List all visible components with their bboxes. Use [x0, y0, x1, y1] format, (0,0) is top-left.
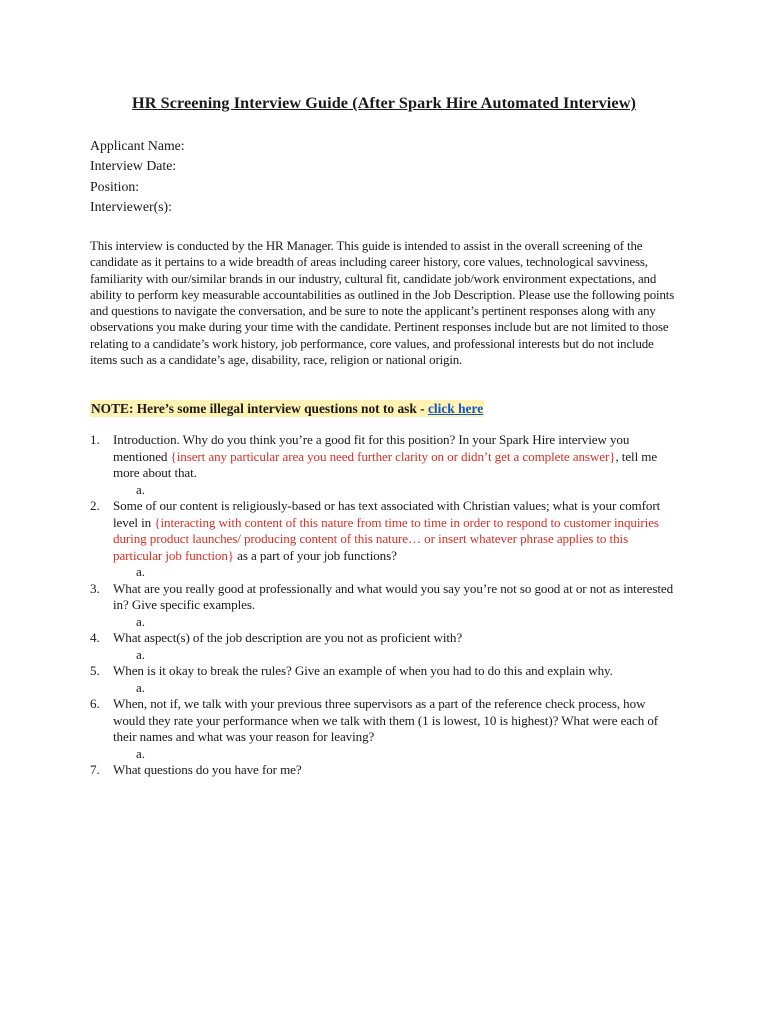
question-text-end: as a part of your job functions? — [233, 547, 397, 563]
question-number: 1. — [90, 432, 100, 447]
answer-slot: a. — [136, 613, 145, 629]
page-title: HR Screening Interview Guide (After Spark Hire Automated Interview) — [132, 94, 636, 112]
interviewers-label: Interviewer(s): — [90, 198, 172, 214]
intro-paragraph: This interview is conducted by the HR Manager. This guide is intended to assist in the overall screening of the candidate as it pertains to a wide breadth of areas including career history, core values, technological savviness, familiarity with our/similar brands in our industry, cultural fit, candidate job/work environment expectations, and ability to perform key measurable accountabilities as outlined in the Job Description. Please use the following points and questions to navigate the conversation, and be sure to note the applicant’s pertinent responses along with any observations you make during your time with the candidate. Pertinent responses include but are not limited to those relating to a candidate’s work history, job performance, core values, and professional interests but do not include items such as a candidate’s age, disability, race, religion or national origin. — [90, 239, 675, 368]
question-number: 7. — [90, 762, 100, 777]
question-item-7 — [90, 762, 680, 779]
placeholder-text: {insert any particular area you need further clarity on or didn’t get a complete answer} — [170, 448, 616, 464]
answer-slot: a. — [136, 564, 145, 579]
answer-slot: a. — [136, 646, 145, 662]
question-text: When is it okay to break the rules? Give an example of when you had to do this and explain why. — [113, 663, 613, 678]
interview-date-label: Interview Date: — [90, 158, 177, 174]
note-text: NOTE: Here’s some illegal interview questions not to ask - — [91, 401, 428, 416]
question-text: What aspect(s) of the job description are you not as proficient with? — [113, 630, 463, 645]
applicant-fields — [90, 136, 185, 217]
question-number: 5. — [90, 663, 100, 678]
question-number: 3. — [90, 580, 100, 596]
question-list — [90, 432, 680, 779]
answer-slot: a. — [136, 481, 145, 497]
question-text: Introduction. Why do you think you’re a good fit for this position? In your Spark Hire interview you mentioned — [113, 432, 630, 464]
applicant-name-label: Applicant Name: — [90, 138, 185, 153]
placeholder-text: {interacting with content of this nature from time to time in order to respond to customer inquiries during product launches/ producing content of this nature… or insert whatever phrase applies to this particular job function} — [113, 514, 659, 563]
question-item-4 — [90, 630, 680, 647]
question-text-end: , tell me more about that. — [113, 448, 658, 480]
question-item-2 — [90, 498, 680, 564]
question-text: What questions do you have for me? — [113, 762, 302, 777]
question-number: 2. — [90, 498, 100, 513]
question-number: 6. — [90, 696, 100, 711]
question-number: 4. — [90, 630, 100, 645]
answer-slot: a. — [136, 745, 145, 761]
question-text: When, not if, we talk with your previous three supervisors as a part of the reference check process, how would they rate your performance when we talk with them (1 is lowest, 10 is highest)? What were each of their names and what was your reason for leaving? — [113, 696, 659, 744]
question-item-5 — [90, 663, 680, 680]
question-text: What are you really good at professionally and what would you say you’re not so good at or not as interested in? Give specific examples. — [113, 580, 674, 612]
question-item-1 — [90, 432, 680, 482]
position-label: Position: — [90, 178, 140, 194]
question-text: Some of our content is religiously-based or has text associated with Christian values; what is your comfort level in — [113, 498, 661, 530]
answer-slot: a. — [136, 679, 145, 695]
question-item-6 — [90, 696, 680, 746]
illegal-questions-note — [90, 400, 484, 417]
click-here-link[interactable]: click here — [427, 401, 484, 416]
question-item-3 — [90, 581, 680, 614]
